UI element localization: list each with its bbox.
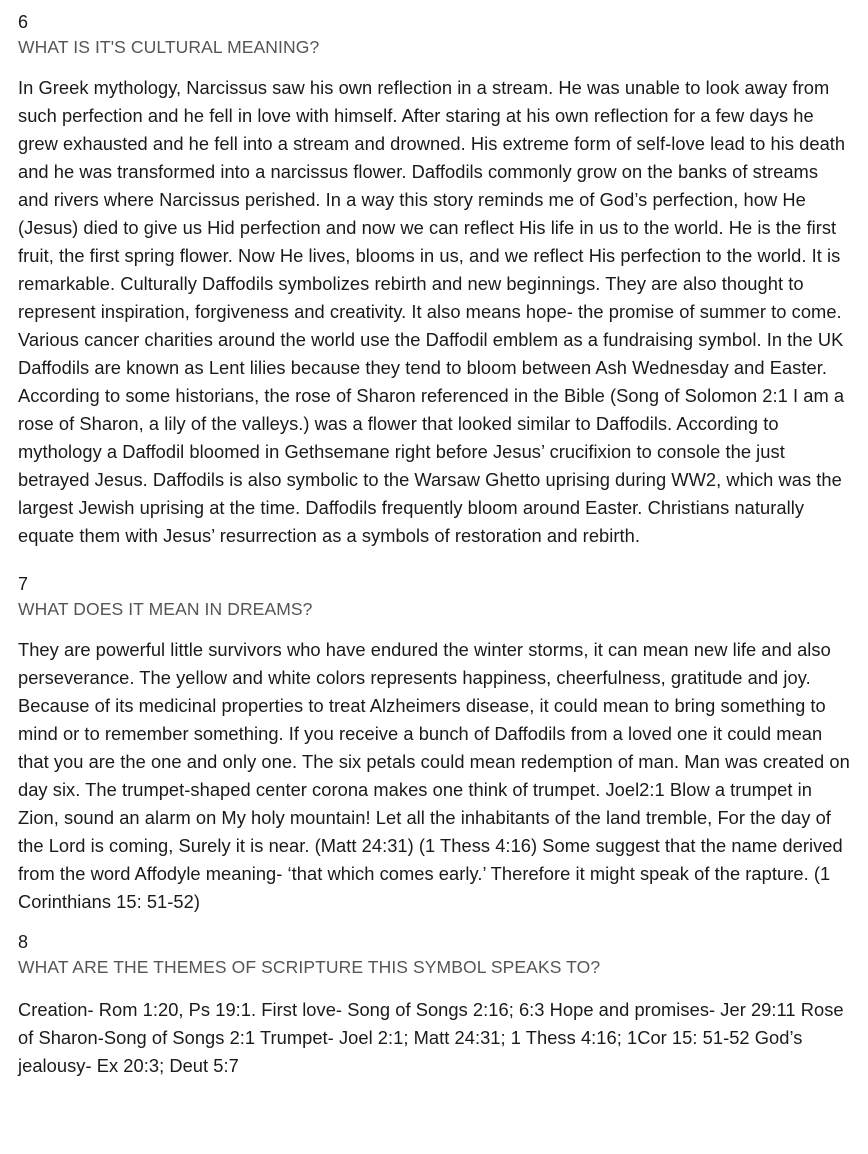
section-number: 8 <box>18 932 29 952</box>
section-cultural-meaning <box>18 10 850 550</box>
section-heading: WHAT ARE THE THEMES OF SCRIPTURE THIS SYMBOL SPEAKS TO? <box>18 957 601 977</box>
section-heading: WHAT DOES IT MEAN IN DREAMS? <box>18 599 313 619</box>
section-number: 6 <box>18 12 29 32</box>
section-body: In Greek mythology, Narcissus saw his own reflection in a stream. He was unable to look away from such perfection and he fell in love with himself. After staring at his own reflection for a few days he grew exhausted and he fell into a stream and drowned. His extreme form of self-love lead to his death and he was transformed into a narcissus flower. Daffodils commonly grow on the banks of streams and rivers where Narcissus perished. In a way this story reminds me of God’s perfection, how He (Jesus) died to give us Hid perfection and now we can reflect His life in us to the world. He is the first fruit, the first spring flower. Now He lives, blooms in us, and we reflect His perfection to the world. It is remarkable. Culturally Daffodils symbolizes rebirth and new beginnings. They are also thought to represent inspiration, forgiveness and creativity. It also means hope- the promise of summer to come. Various cancer charities around the world use the Daffodil emblem as a fundraising symbol. In the UK Daffodils are known as Lent lilies because they tend to bloom between Ash Wednesday and Easter. According to some historians, the rose of Sharon referenced in the Bible (Song of Solomon 2:1 I am a rose of Sharon, a lily of the valleys.) was a flower that looked similar to Daffodils. According to mythology a Daffodil bloomed in Gethsemane right before Jesus’ crucifixion to console the just betrayed Jesus. Daffodils is also symbolic to the Warsaw Ghetto uprising during WW2, which was the largest Jewish uprising at the time. Daffodils frequently bloom around Easter. Christians naturally equate them with Jesus’ resurrection as a symbols of restoration and rebirth. <box>18 77 846 546</box>
section-heading: WHAT IS IT'S CULTURAL MEANING? <box>18 37 320 57</box>
section-number: 7 <box>18 574 29 594</box>
section-body: Creation- Rom 1:20, Ps 19:1. First love- Song of Songs 2:16; 6:3 Hope and promises- Jer 29:11 Rose of Sharon-Song of Songs 2:1 Trumpet- Joel 2:1; Matt 24:31; 1 Thess 4:16; 1Cor 15: 51-52 God’s jealousy- Ex 20:3; Deut 5:7 <box>18 999 844 1076</box>
section-dream-meaning <box>18 572 850 916</box>
section-scripture-themes <box>18 930 850 1080</box>
section-body: They are powerful little survivors who have endured the winter storms, it can mean new life and also perseverance. The yellow and white colors represents happiness, cheerfulness, gratitude and joy. Because of its medicinal properties to treat Alzheimers disease, it could mean to bring something to mind or to remember something. If you receive a bunch of Daffodils from a loved one it could mean that you are the one and only one. The six petals could mean redemption of man. Man was created on day six. The trumpet-shaped center corona makes one think of trumpet. Joel2:1 Blow a trumpet in Zion, sound an alarm on My holy mountain! Let all the inhabitants of the land tremble, For the day of the Lord is coming, Surely it is near. (Matt 24:31) (1 Thess 4:16) Some suggest that the name derived from the word Affodyle meaning- ‘that which comes early.’ Therefore it might speak of the rapture. (1 Corinthians 15: 51-52) <box>18 639 850 912</box>
